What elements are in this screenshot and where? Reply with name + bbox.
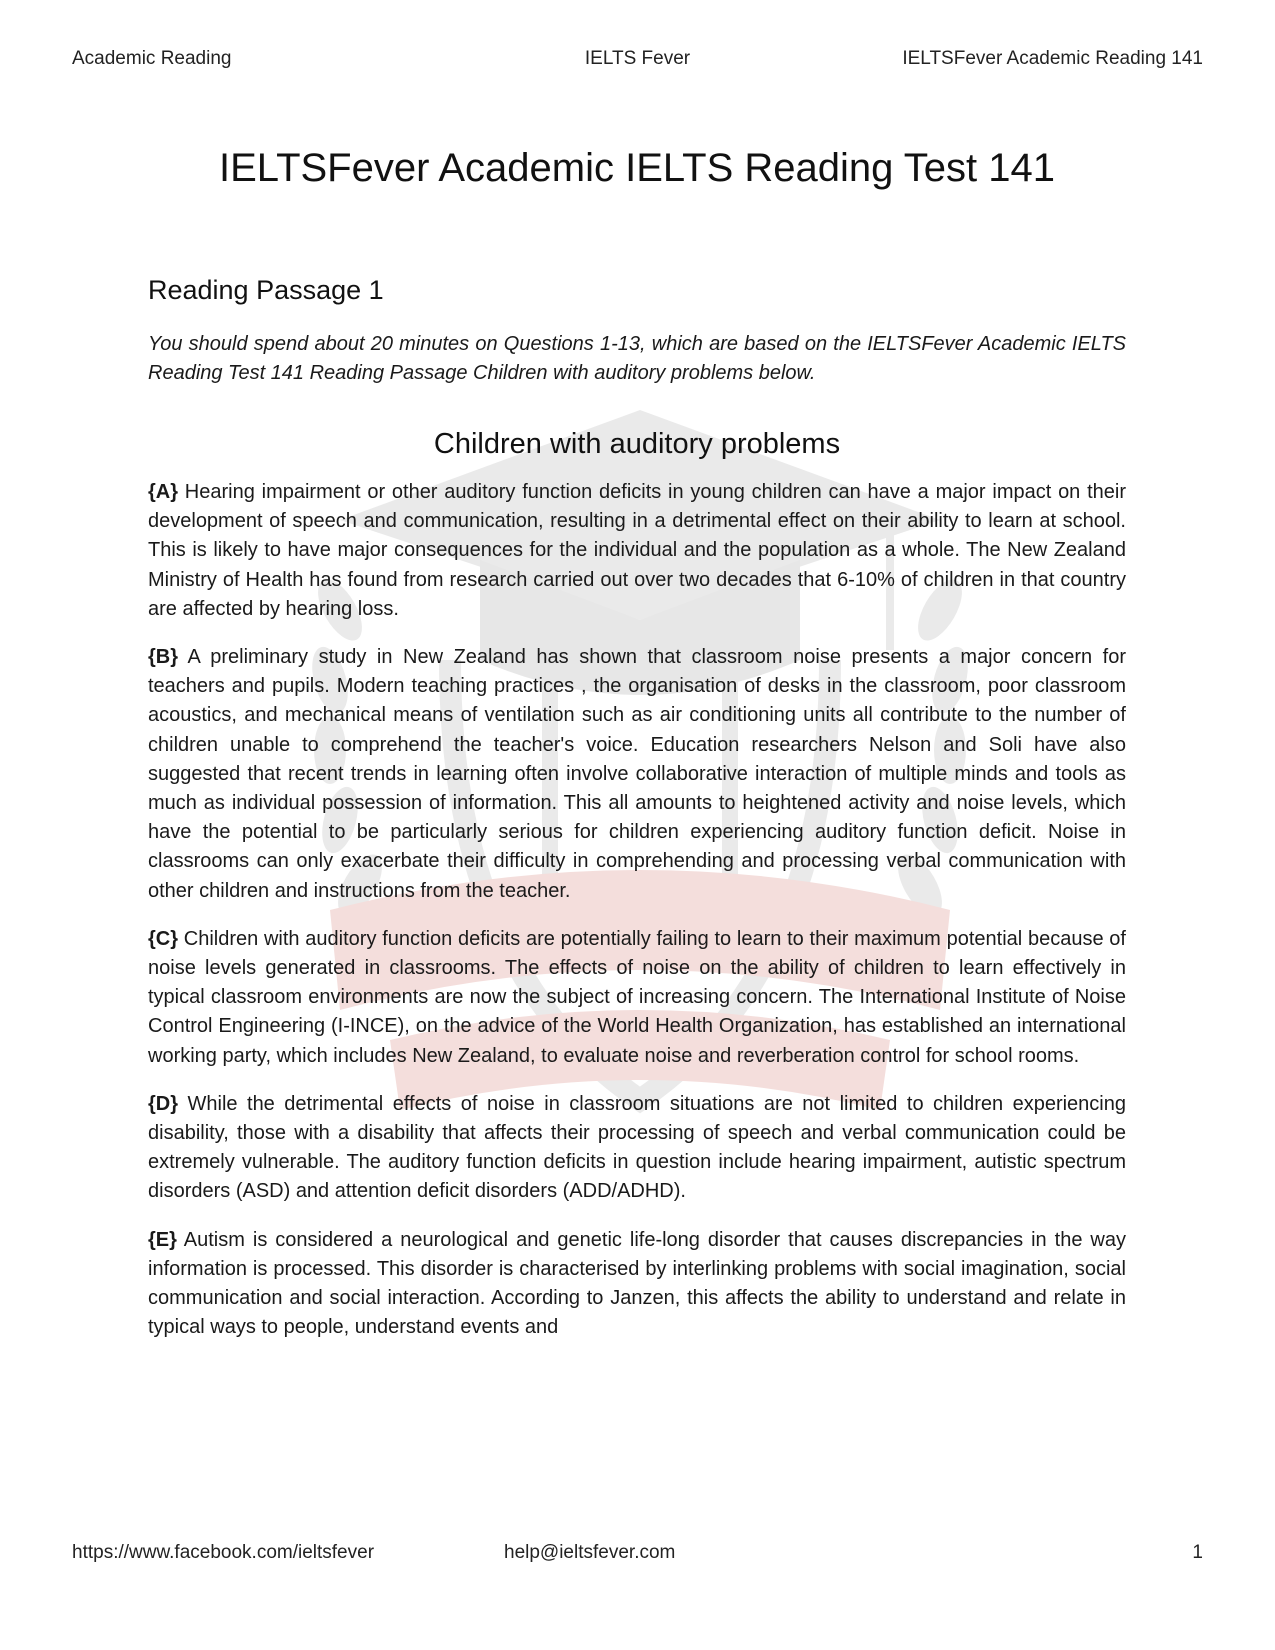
- paragraph-text: A preliminary study in New Zealand has shown that classroom noise presents a major concern for teachers and pupils. Modern teaching practices , the organisation of desks in the classroom, poor classroom acoustics, and mechanical means of ventilation such as air conditioning units all contribute to the number of children unable to comprehend the teacher's voice. Education researchers Nelson and Soli have also suggested that recent trends in learning often involve collaborative interaction of multiple minds and tools as much as individual possession of information. This all amounts to heightened activity and noise levels, which have the potential to be particularly serious for children experiencing auditory function deficit. Noise in classrooms can only exacerbate their difficulty in comprehending and processing verbal communication with other children and instructions from the teacher.: [148, 646, 1126, 902]
- passage-title: Children with auditory problems: [433, 428, 841, 460]
- paragraph-b: [148, 643, 1126, 906]
- paragraph-c: [148, 925, 1126, 1071]
- paragraph-text: While the detrimental effects of noise in classroom situations are not limited to children experiencing disability, those with a disability that affects their processing of speech and verbal communication could be extremely vulnerable. The auditory function deficits in question include hearing impairment, autistic spectrum disorders (ASD) and attention deficit disorders (ADD/ADHD).: [148, 1092, 1126, 1203]
- header-right-text: IELTSFever Academic Reading 141: [902, 48, 1203, 69]
- page-header: [72, 48, 1203, 74]
- paragraph-label: {D}: [148, 1092, 179, 1115]
- paragraph-text: Hearing impairment or other auditory function deficits in young children can have a major impact on their development of speech and communication, resulting in a detrimental effect on their ability to learn at school. This is likely to have major consequences for the individual and the population as a whole. The New Zealand Ministry of Health has found from research carried out over two decades that 6-10% of children in that country are affected by hearing loss.: [148, 481, 1126, 620]
- paragraph-text: Autism is considered a neurological and genetic life-long disorder that causes discrepancies in the way information is processed. This disorder is characterised by interlinking problems with social imagination, social communication and social interaction. According to Janzen, this affects the ability to understand and relate in typical ways to people, understand events and: [148, 1228, 1126, 1339]
- paragraph-label: {A}: [148, 481, 179, 503]
- instructions-text: You should spend about 20 minutes on Questions 1-13, which are based on the IELTSFever Academic IELTS Reading Test 141 Reading Passage Children with auditory problems below.: [148, 333, 1126, 384]
- paragraph-label: {C}: [148, 927, 179, 950]
- header-center-text: IELTS Fever: [584, 48, 691, 69]
- paragraph-label: {E}: [148, 1228, 177, 1251]
- header-left-text: Academic Reading: [72, 48, 232, 69]
- passage-paragraphs: [148, 478, 1126, 1361]
- paragraph-text: Children with auditory function deficits are potentially failing to learn to their maximum potential because of noise levels generated in classrooms. The effects of noise on the ability of children to learn effectively in typical classroom environments are now the subject of increasing concern. The International Institute of Noise Control Engineering (I-INCE), on the advice of the World Health Organization, has established an international working party, which includes New Zealand, to evaluate noise and reverberation control for school rooms.: [148, 927, 1126, 1067]
- paragraph-d: [148, 1090, 1126, 1207]
- paragraph-e: [148, 1226, 1126, 1343]
- email-link[interactable]: help@ieltsfever.com: [504, 1542, 676, 1563]
- section-heading: Reading Passage 1: [148, 275, 384, 305]
- document-title: IELTSFever Academic IELTS Reading Test 141: [219, 146, 1055, 190]
- paragraph-a: [148, 478, 1126, 624]
- page-footer: [72, 1542, 1203, 1568]
- paragraph-label: {B}: [148, 646, 179, 669]
- page-number: 1: [1192, 1542, 1203, 1563]
- facebook-link[interactable]: https://www.facebook.com/ieltsfever: [72, 1542, 375, 1563]
